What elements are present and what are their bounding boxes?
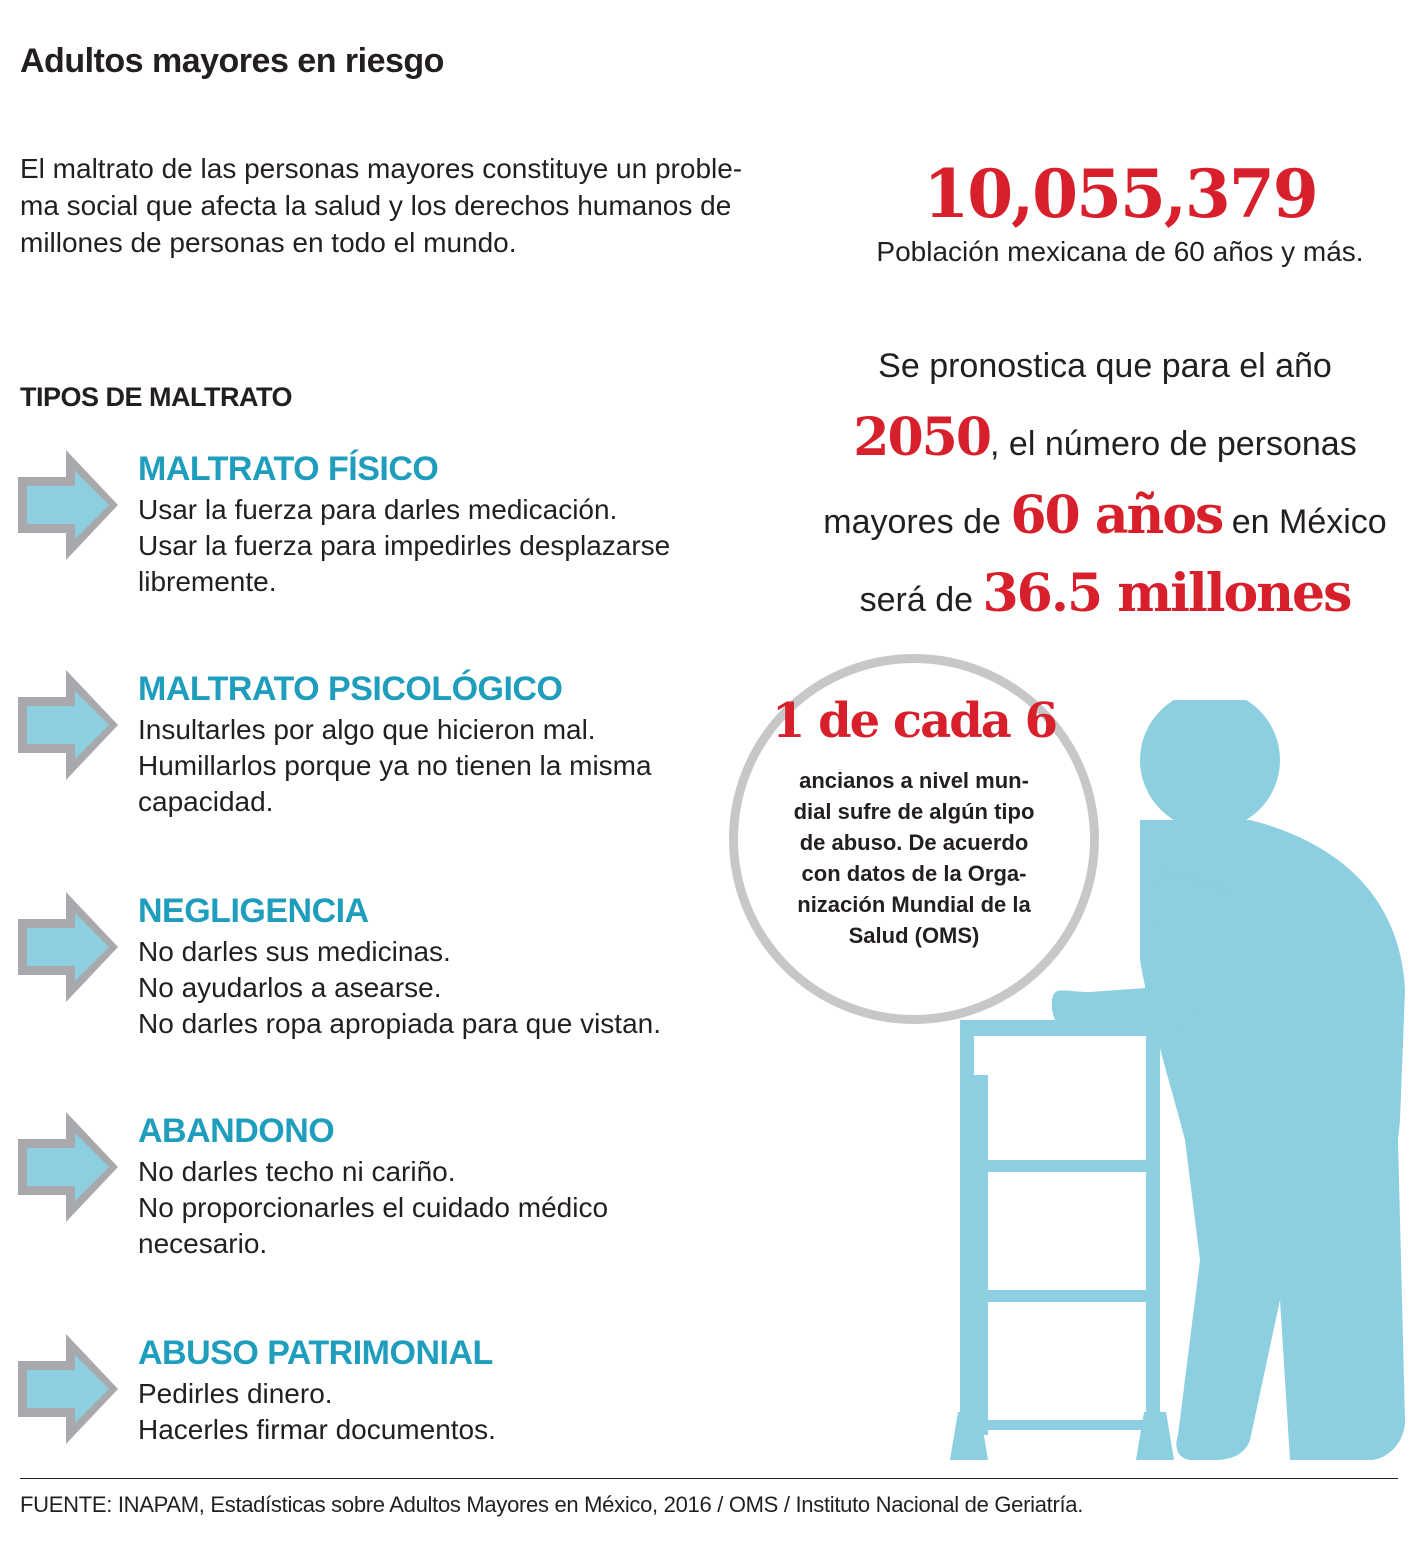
abuse-type-description xyxy=(138,1154,718,1262)
description-line: No darles sus medicinas. xyxy=(138,936,451,967)
description-line: Hacerles firmar documentos. xyxy=(138,1414,496,1445)
population-caption: Población mexicana de 60 años y más. xyxy=(876,236,1364,267)
description-line: Insultarles por algo que hicieron mal. xyxy=(138,714,596,745)
description-line: No proporcionarles el cuidado médico xyxy=(138,1192,609,1223)
intro-line: ma social que afecta la salud y los derechos humanos de xyxy=(20,190,732,221)
forecast-age: 60 años xyxy=(1010,485,1223,546)
description-line: No darles ropa apropiada para que vistan. xyxy=(138,1008,662,1039)
description-line: No darles techo ni cariño. xyxy=(138,1156,456,1187)
description-line: Pedirles dinero. xyxy=(138,1378,333,1409)
forecast-line-4-pre: será de xyxy=(859,581,974,619)
statistic-callout-circle xyxy=(729,654,1099,1024)
page-title: Adultos mayores en riesgo xyxy=(20,42,444,80)
arrow-right-icon xyxy=(18,670,118,780)
callout-line: de abuso. De acuerdo xyxy=(799,830,1029,855)
abuse-type-description xyxy=(138,492,718,600)
callout-headline: 1 de cada 6 xyxy=(771,693,1057,749)
callout-line: Salud (OMS) xyxy=(848,923,980,948)
intro-line: El maltrato de las personas mayores constituye un proble- xyxy=(20,153,743,184)
forecast-line-3-pre: mayores de xyxy=(823,503,1001,541)
arrow-right-icon xyxy=(18,892,118,1002)
abuse-type-description xyxy=(138,712,718,820)
abuse-type-title: MALTRATO FÍSICO xyxy=(138,450,439,488)
population-number: 10,055,379 xyxy=(923,155,1317,233)
description-line: necesario. xyxy=(138,1228,268,1259)
forecast-line-1: Se pronostica que para el año xyxy=(878,347,1332,385)
arrow-right-icon xyxy=(18,1112,118,1222)
source-note: FUENTE: INAPAM, Estadísticas sobre Adultos Mayores en México, 2016 / OMS / Instituto Nacional de Geriatría. xyxy=(20,1492,1084,1517)
description-line: Humillarlos porque ya no tienen la misma xyxy=(138,750,652,781)
description-line: libremente. xyxy=(138,566,277,597)
description-line: capacidad. xyxy=(138,786,274,817)
callout-line: con datos de la Orga- xyxy=(801,861,1027,886)
forecast-amount: 36.5 millones xyxy=(982,563,1351,624)
abuse-type-title: ABUSO PATRIMONIAL xyxy=(138,1334,493,1372)
forecast-line-2-text: , el número de personas xyxy=(990,425,1357,463)
forecast-line-4 xyxy=(800,558,1410,636)
abuse-type-description xyxy=(138,1376,718,1448)
callout-line: ancianos a nivel mun- xyxy=(799,768,1029,793)
callout-line: nización Mundial de la xyxy=(797,892,1031,917)
abuse-type-title: NEGLIGENCIA xyxy=(138,892,369,930)
arrow-right-icon xyxy=(18,450,118,560)
forecast-line-3-post: en México xyxy=(1231,503,1387,541)
footer-divider xyxy=(20,1478,1398,1479)
intro-line: millones de personas en todo el mundo. xyxy=(20,227,517,258)
description-line: Usar la fuerza para darles medicación. xyxy=(138,494,618,525)
forecast-line-3 xyxy=(800,480,1410,558)
intro-paragraph xyxy=(20,150,780,261)
types-heading: TIPOS DE MALTRATO xyxy=(20,382,292,412)
callout-text xyxy=(778,765,1050,951)
description-line: Usar la fuerza para impedirles desplazarse xyxy=(138,530,671,561)
callout-line: dial sufre de algún tipo xyxy=(793,799,1035,824)
description-line: No ayudarlos a asearse. xyxy=(138,972,442,1003)
forecast-year: 2050 xyxy=(853,407,991,468)
abuse-type-title: MALTRATO PSICOLÓGICO xyxy=(138,670,563,708)
abuse-type-title: ABANDONO xyxy=(138,1112,335,1150)
forecast-line-2 xyxy=(800,402,1410,480)
abuse-type-description xyxy=(138,934,718,1042)
forecast-statement xyxy=(800,330,1410,636)
arrow-right-icon xyxy=(18,1334,118,1444)
